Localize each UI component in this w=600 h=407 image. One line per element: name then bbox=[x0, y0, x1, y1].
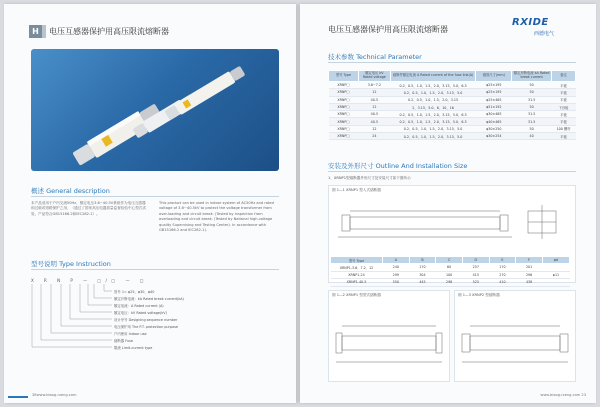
table-cell: 40.5 bbox=[358, 96, 390, 103]
column-header: φd bbox=[542, 257, 569, 264]
table-cell: 50 bbox=[512, 125, 552, 132]
table-cell: 550 bbox=[383, 279, 410, 287]
page-footer: 38www.biaog-rxeng.com bbox=[32, 393, 77, 397]
table-cell: 24 bbox=[358, 133, 390, 140]
table-cell: 平板 bbox=[552, 111, 576, 118]
column-header: A bbox=[383, 257, 410, 264]
table-cell: 31.5 bbox=[512, 96, 552, 103]
type-label: 户内使用 Indoor use bbox=[114, 332, 147, 336]
column-header: 备注 bbox=[552, 71, 576, 82]
table-cell: 170 bbox=[409, 264, 436, 272]
column-header: 额定开断电流 kA Rated break current bbox=[512, 71, 552, 82]
general-description-heading: 概述 General description bbox=[31, 187, 110, 195]
table-cell bbox=[542, 264, 569, 272]
table-cell: 438 bbox=[516, 279, 543, 287]
outline-installation-heading: 安装及外形尺寸 Outline And Installation Size bbox=[328, 162, 468, 170]
table-cell: 296 bbox=[516, 271, 543, 279]
table-cell: 平板 bbox=[552, 118, 576, 125]
table-cell: 12 bbox=[358, 103, 390, 110]
table-cell: 31.5 bbox=[512, 118, 552, 125]
table-row bbox=[331, 264, 570, 272]
table-cell: 50 bbox=[512, 89, 552, 96]
technical-parameter-heading: 技术参数 Technical Parameter bbox=[328, 53, 422, 61]
table-row bbox=[329, 125, 576, 132]
table-cell: 100 bbox=[436, 271, 463, 279]
table-cell: φ25×195 bbox=[476, 89, 512, 96]
type-instruction-heading: 型号说明 Type Instruction bbox=[31, 260, 111, 268]
table-cell: 415 bbox=[462, 271, 489, 279]
table-cell: 平板 bbox=[552, 89, 576, 96]
table-cell: 0.2、0.5、1.0、1.5、2.0、3.15、5.0、6.3 bbox=[390, 118, 476, 125]
table-cell: 2、3.15、5.0、6、10、16 bbox=[390, 103, 476, 110]
type-label: 管号 1= φ25、φ30、φ40 bbox=[114, 290, 155, 294]
table-cell: 平板 bbox=[552, 82, 576, 89]
table-row bbox=[331, 279, 570, 287]
table-cell: XRNP□ bbox=[329, 96, 359, 103]
table-cell: 170 bbox=[489, 264, 516, 272]
left-page bbox=[4, 4, 296, 403]
general-description-zh: 本产品适用于户内交流50Hz、额定电压3.6~40.5V系统作为电压互感器和过载或短路保护之用，（通过了国家高压电器质量监督检验中心型式试验，产品符合GB15166.2和IEC282-1）。 bbox=[31, 201, 146, 216]
type-label: 电压保护用 The P.T. protection purpose bbox=[114, 325, 179, 329]
table-cell: φ51×192 bbox=[476, 103, 512, 110]
figure-caption: 图 1—3 XRNP2 型熔断器 bbox=[458, 293, 500, 297]
table-cell: 下沙板 bbox=[552, 103, 576, 110]
column-header: B bbox=[409, 257, 436, 264]
table-cell: 299 bbox=[383, 271, 410, 279]
table-cell: 525 bbox=[462, 279, 489, 287]
table-cell: 240 bbox=[383, 264, 410, 272]
table-cell: 0.2、0.5、1.0、1.5、2.0、3.15、5.0、6.3 bbox=[390, 82, 476, 89]
table-cell: 201 bbox=[516, 264, 543, 272]
column-header: D bbox=[462, 257, 489, 264]
table-cell: 445 bbox=[409, 279, 436, 287]
table-cell: XRNP□ bbox=[329, 133, 359, 140]
column-header: 熔断件额定电流 A Rated current of the fuse link(A) bbox=[390, 71, 476, 82]
table-cell: XRNP1-24 bbox=[331, 271, 383, 279]
table-cell: 31.5 bbox=[512, 111, 552, 118]
table-cell: 50 bbox=[512, 82, 552, 89]
table-cell: 40 bbox=[512, 133, 552, 140]
table-cell: 0.2、0.5、1.0、1.5、2.0、3.15、5.0 bbox=[390, 133, 476, 140]
table-row bbox=[329, 103, 576, 110]
column-header: 型号 Type bbox=[331, 257, 383, 264]
table-cell bbox=[542, 279, 569, 287]
fuse-drawing-icon bbox=[454, 290, 576, 382]
table-cell: XRNP□ bbox=[329, 111, 359, 118]
type-label: 额定电流：A Rated current (A) bbox=[114, 304, 164, 308]
brand-logo bbox=[512, 17, 576, 42]
column-header: 额定电压 kV Rated voltage bbox=[358, 71, 390, 82]
table-cell: 304 bbox=[409, 271, 436, 279]
fuse-drawing-icon bbox=[328, 290, 450, 382]
table-row bbox=[329, 133, 576, 140]
table-cell: 0.2、0.5、1.0、1.5、2.0、3.15 bbox=[390, 96, 476, 103]
table-cell: φ25×465 bbox=[476, 96, 512, 103]
table-row bbox=[329, 111, 576, 118]
logo-text: RXIDE bbox=[512, 17, 549, 28]
table-cell: 40.5 bbox=[358, 111, 390, 118]
logo-subtext: 西德电气 bbox=[534, 31, 555, 37]
table-cell: XRNP□ bbox=[329, 82, 359, 89]
table-row bbox=[329, 89, 576, 96]
general-description-en: This product can be used in indoor system of AC50Hz and rated voltage of 3.6~40.5kV to protect the voltage transformer from over-loading and circuit break. (Tested by inspection from overloading and circuit break. (Tested by National high-voltage quality Supervising and Testing Center). In accordance with GB15166.2 and IEC282-1). bbox=[159, 201, 274, 233]
table-cell: 257 bbox=[462, 264, 489, 272]
table-cell: 0.2、0.5、1.0、1.5、2.0、3.15、5.0、6.3 bbox=[390, 111, 476, 118]
divider bbox=[328, 171, 576, 172]
table-row bbox=[329, 82, 576, 89]
figure-caption: 图 1—1 XRNP1 型入式熔断器 bbox=[332, 188, 381, 192]
table-cell: XRNP1-40.5 bbox=[331, 279, 383, 287]
table-cell: 50 bbox=[512, 103, 552, 110]
table-cell: 60 bbox=[436, 264, 463, 272]
model-code-leader-lines bbox=[4, 4, 296, 403]
table-cell: XRNP□ bbox=[329, 103, 359, 110]
installation-note: 1、XRNP1型熔断器外形尺寸及安装尺寸如下图所示 bbox=[328, 176, 411, 180]
dimension-table bbox=[330, 256, 570, 287]
fuse-outline-drawing-icon bbox=[328, 185, 576, 255]
page-footer: www.biaog-rxeng.com 23 bbox=[540, 393, 586, 397]
type-label: 额定电压：kV Rated voltage(kV) bbox=[114, 311, 167, 315]
figure-caption: 图 1—2 XRNP1 型型式熔断器 bbox=[332, 293, 381, 297]
column-header: C bbox=[436, 257, 463, 264]
section-badge: H bbox=[29, 25, 42, 38]
table-cell: φ25×195 bbox=[476, 82, 512, 89]
table-cell: 3.6~7.2 bbox=[358, 82, 390, 89]
table-cell: XRNP□ bbox=[329, 118, 359, 125]
table-cell: φ40×465 bbox=[476, 118, 512, 125]
table-cell: φ30×254 bbox=[476, 133, 512, 140]
table-cell: XRNP□ bbox=[329, 125, 359, 132]
column-header: F bbox=[516, 257, 543, 264]
table-cell: 平板 bbox=[552, 133, 576, 140]
type-label: 熔断器 Fuse bbox=[114, 339, 134, 343]
table-cell: 40.5 bbox=[358, 118, 390, 125]
model-code: X R N P — □/□ — □ bbox=[31, 278, 149, 283]
table-row bbox=[329, 118, 576, 125]
table-cell: φ30×250 bbox=[476, 125, 512, 132]
table-cell: 平板 bbox=[552, 96, 576, 103]
page-title: 电压互感器保护用高压限流熔断器 bbox=[49, 27, 169, 36]
table-header-row bbox=[329, 71, 576, 82]
divider bbox=[328, 62, 576, 63]
table-cell: φ11 bbox=[542, 271, 569, 279]
table-cell: 270 bbox=[489, 271, 516, 279]
column-header: 型号 Type bbox=[329, 71, 359, 82]
table-cell: XRNP□ bbox=[329, 89, 359, 96]
page-title: 电压互感器保护用高压限流熔断器 bbox=[328, 25, 448, 34]
table-cell: 12 bbox=[358, 125, 390, 132]
type-label: 限流 Limit-current type bbox=[114, 346, 153, 350]
table-cell: 0.2、0.5、1.0、1.5、2.0、3.15、5.0 bbox=[390, 125, 476, 132]
type-label: 额定开断电流：kA Rated break current(kA) bbox=[114, 297, 184, 301]
table-cell: 12 bbox=[358, 89, 390, 96]
table-row bbox=[331, 271, 570, 279]
technical-parameter-table bbox=[328, 70, 576, 140]
column-header: 熔管尺寸(mm) bbox=[476, 71, 512, 82]
table-cell: 298 bbox=[436, 279, 463, 287]
table-cell: φ30×465 bbox=[476, 111, 512, 118]
type-label: 设计序号 Designing sequence number bbox=[114, 318, 178, 322]
table-cell: XRNP1-3.6、7.2、12 bbox=[331, 264, 383, 272]
table-cell: 410 bbox=[489, 279, 516, 287]
table-header-row bbox=[331, 257, 570, 264]
footer-accent bbox=[8, 396, 28, 398]
right-page bbox=[300, 4, 596, 403]
table-cell: 0.2、0.5、1.0、1.5、2.0、3.15、5.0 bbox=[390, 89, 476, 96]
column-header: E bbox=[489, 257, 516, 264]
table-row bbox=[329, 96, 576, 103]
table-cell: 100 槽杆 bbox=[552, 125, 576, 132]
